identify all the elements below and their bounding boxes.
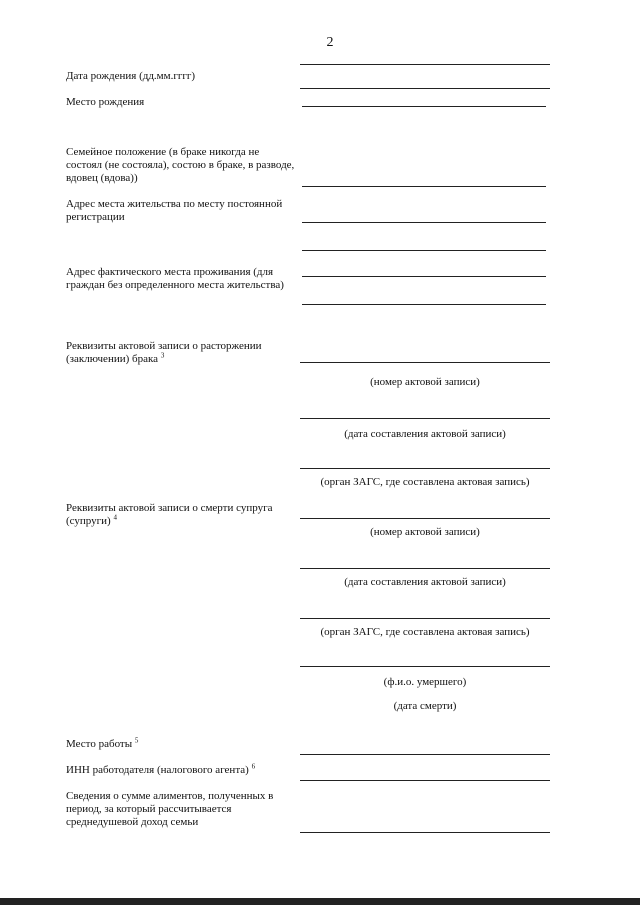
divorce-registry-office-caption: (орган ЗАГС, где составлена актовая запись): [320, 476, 530, 488]
footnote-marker-4: 4: [113, 513, 117, 522]
registration-address-label: Адрес места жительства по месту постоянной регистрации: [66, 198, 283, 223]
actual-address-line-1[interactable]: [302, 276, 546, 277]
death-registry-office-line[interactable]: [300, 618, 550, 619]
divorce-record-date-line[interactable]: [300, 418, 550, 419]
registration-address-line-1[interactable]: [302, 222, 546, 223]
birth-date-label: Дата рождения (дд.мм.гггг): [66, 70, 196, 82]
footnote-marker-6: 6: [251, 762, 256, 771]
marital-status-line[interactable]: [302, 186, 546, 187]
footnote-marker-5: 5: [134, 736, 139, 745]
death-record-number-line[interactable]: [300, 518, 550, 519]
death-date-caption: (дата смерти): [393, 700, 457, 712]
divorce-record-number-caption: (номер актовой записи): [370, 376, 480, 388]
footnote-marker-3: 3: [160, 351, 165, 360]
registration-address-line-2[interactable]: [302, 250, 546, 251]
death-record-date-line[interactable]: [300, 568, 550, 569]
death-record-number-caption: (номер актовой записи): [370, 526, 480, 538]
employer-inn-label: ИНН работодателя (налогового агента) $^6$: [66, 762, 256, 776]
birth-place-line[interactable]: [302, 106, 546, 107]
alimony-label: Сведения о сумме алиментов, полученных в период, за который рассчитывается среднедушевой доход семьи: [66, 790, 274, 828]
employer-inn-line[interactable]: [300, 780, 550, 781]
workplace-label: Место работы $^5$: [66, 736, 139, 750]
death-record-label: Реквизиты актовой записи о смерти супруга (супруги) $^4$: [66, 502, 273, 527]
divorce-record-date-caption: (дата составления актовой записи): [344, 428, 506, 440]
birth-date-line[interactable]: [300, 88, 550, 89]
deceased-name-line[interactable]: [300, 666, 550, 667]
alimony-line[interactable]: [300, 832, 550, 833]
death-record-date-caption: (дата составления актовой записи): [344, 576, 506, 588]
divorce-record-number-line[interactable]: [300, 362, 550, 363]
birth-place-label: Место рождения: [66, 96, 145, 108]
divorce-record-label: Реквизиты актовой записи о расторжении (заключении) брака $^3$: [66, 340, 262, 365]
page-number-underline: [300, 64, 550, 65]
workplace-line[interactable]: [300, 754, 550, 755]
deceased-name-caption: (ф.и.о. умершего): [383, 676, 467, 688]
actual-address-line-2[interactable]: [302, 304, 546, 305]
death-registry-office-caption: (орган ЗАГС, где составлена актовая запись): [320, 626, 530, 638]
actual-address-label: Адрес фактического места проживания (для граждан без определенного места жительства): [66, 266, 284, 291]
marital-status-label: Семейное положение (в браке никогда не состоял (не состояла), состою в браке, в разводе, вдовец (вдова)): [66, 146, 295, 184]
page-number: 2: [326, 35, 334, 50]
divorce-registry-office-line[interactable]: [300, 468, 550, 469]
page-bottom-edge: [0, 898, 640, 905]
